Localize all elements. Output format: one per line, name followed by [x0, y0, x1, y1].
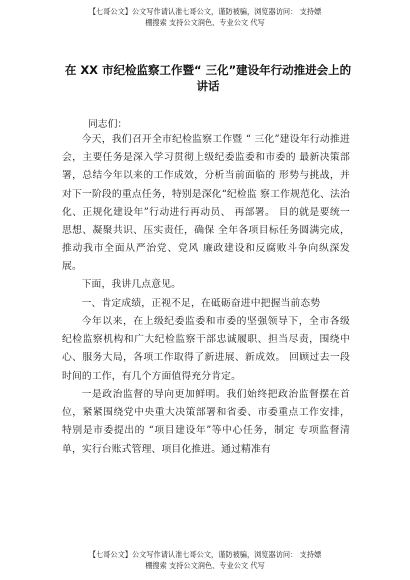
paragraph-achievements: 今年以来，在上级纪委监委和市委的坚强领导下，全市各级纪检监察机构和广大纪检监察干部忠诚履职、担当尽责，围绕中心、服务大局，各项工作取得了新进展、新成效。 回顾过去一段时间的工作，有几个方面值得充分肯定。	[62, 316, 350, 382]
header-banner-line-1: 【七哥公文】公文写作请认准七哥公文，谨防被骗，浏览器访问： 支持嫖	[88, 7, 322, 16]
salutation: 同志们：	[88, 119, 128, 130]
document-title: 在 XX 市纪检监察工作暨“ 三化”建设年行动推进会上的讲话	[64, 63, 352, 93]
footer-banner-line-1: 【七哥公文】公文写作请认准七哥公文，谨防被骗，浏览器访问： 支持嫖	[88, 550, 322, 559]
footer-watermark-banner	[0, 549, 410, 571]
paragraph-political-supervision: 一是政治监督的导向更加鲜明。我们始终把政治监督摆在首位，紧紧围绕党中央重大决策部署和省委、市委重点工作安排，特别是市委提出的 “项目建设年”等中心任务，制定 专项监督清单，实行台账式管理、项目化推进。通过精准有	[62, 389, 350, 455]
section-heading-1: 一、肯定成绩，正视不足，在砥砺奋进中把握当前态势	[81, 298, 321, 309]
header-banner-line-2: 棚搜索 支持公文润色、专业公文 代写	[145, 18, 265, 27]
footer-banner-line-2: 棚搜索 支持公文润色、专业公文 代写	[145, 561, 265, 570]
paragraph-opening: 今天，我们召开全市纪检监察工作暨 “ 三化”建设年行动推进会，主要任务是深入学习贯彻上级纪委监委和市委的 最新决策部署，总结今年以来的工作成效，分析当前面临的 形势与挑战，并对下一阶段的重点任务，特别是深化“纪检监 察工作规范化、法治化、正规化建设年”行动进行再动员、 再部署。 目的就是要统一思想、凝聚共识、压实责任，确保 全年各项目标任务圆满完成，推动我市全面从严治党、党风 廉政建设和反腐败斗争向纵深发展。	[62, 134, 350, 273]
paragraph-transition: 下面，我讲几点意见。	[81, 279, 182, 290]
header-watermark-banner	[0, 6, 410, 28]
